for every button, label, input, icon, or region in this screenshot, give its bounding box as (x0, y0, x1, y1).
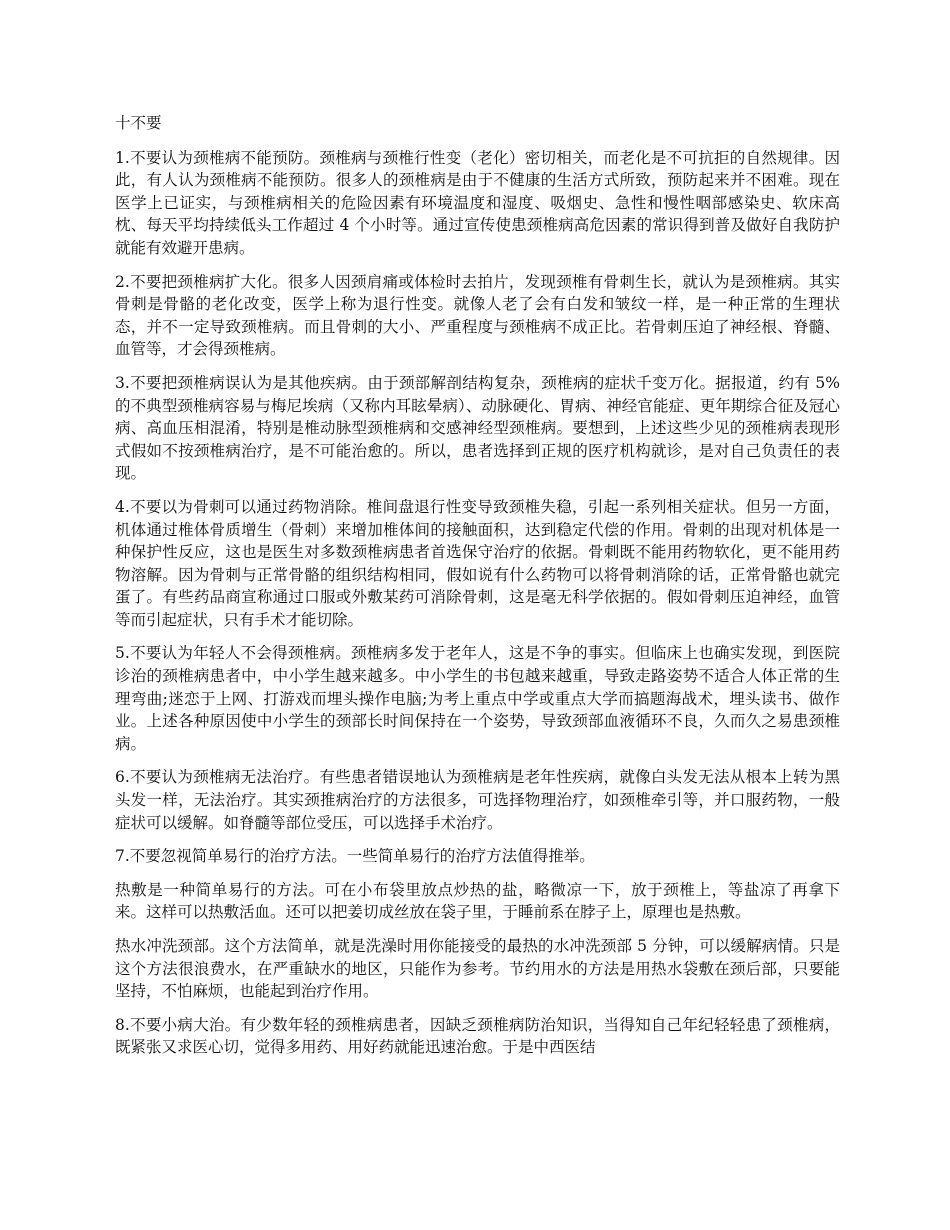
paragraph-hot-compress: 热敷是一种简单易行的方法。可在小布袋里放点炒热的盐，略微凉一下，放于颈椎上，等盐凉了再拿下来。这样可以热敷活血。还可以把姜切成丝放在袋子里，于睡前系在脖子上，原理也是热敷。 (115, 880, 840, 922)
document-body (115, 112, 840, 1070)
paragraph-7: 7.不要忽视简单易行的治疗方法。一些简单易行的治疗方法值得推举。 (115, 847, 595, 866)
paragraph-4: 4.不要以为骨刺可以通过药物消除。椎间盘退行性变导致颈椎失稳，引起一系列相关症状。但另一方面，机体通过椎体骨质增生（骨刺）来增加椎体间的接触面积，达到稳定代偿的作用。骨刺的出现对机体是一种保护性反应，这也是医生对多数颈椎病患者首选保守治疗的依据。骨刺既不能用药物软化，更不能用药物溶解。因为骨刺与正常骨骼的组织结构相同，假如说有什么药物可以将骨刺消除的话，正常骨骼也就完蛋了。有些药品商宣称通过口服或外敷某药可消除骨刺，这是毫无科学依据的。假如骨刺压迫神经，血管等而引起症状，只有手术才能切除。 (115, 497, 840, 629)
paragraph-hot-water: 热水冲洗颈部。这个方法简单，就是洗澡时用你能接受的最热的水冲洗颈部 5 分钟，可以缓解病情。只是这个方法很浪费水，在严重缺水的地区，只能作为参考。节约用水的方法是用热水袋敷在颈后部，只要能坚持，不怕麻烦，也能起到治疗作用。 (115, 937, 840, 1001)
paragraph-6: 6.不要认为颈椎病无法治疗。有些患者错误地认为颈椎病是老年性疾病，就像白头发无法从根本上转为黑头发一样，无法治疗。其实颈推病治疗的方法很多，可选择物理治疗，如颈椎牵引等，并口服药物，一般症状可以缓解。如脊髓等部位受压，可以选择手术治疗。 (115, 768, 840, 832)
paragraph-5: 5.不要认为年轻人不会得颈椎病。颈椎病多发于老年人，这是不争的事实。但临床上也确实发现，到医院诊治的颈椎病患者中，中小学生越来越多。中小学生的书包越来越重，导致走路姿势不适合人体正常的生理弯曲;迷恋于上网、打游戏而埋头操作电脑;为考上重点中学或重点大学而搞题海战术，埋头读书、做作业。上述各种原因使中小学生的颈部长时间保持在一个姿势，导致颈部血液循环不良，久而久之易患颈椎病。 (115, 644, 840, 753)
paragraph-8: 8.不要小病大治。有少数年轻的颈椎病患者，因缺乏颈椎病防治知识，当得知自己年纪轻轻患了颈椎病，既紧张又求医心切，觉得多用药、用好药就能迅速治愈。于是中西医结 (115, 1015, 840, 1057)
paragraph-2: 2.不要把颈椎病扩大化。很多人因颈肩痛或体检时去拍片，发现颈椎有骨刺生长，就认为是颈椎病。其实骨刺是骨骼的老化改变，医学上称为退行性变。就像人老了会有白发和皱纹一样，是一种正常的生理状态，并不一定导致颈椎病。而且骨刺的大小、严重程度与颈椎病不成正比。若骨刺压迫了神经根、脊髓、血管等，才会得颈椎病。 (115, 272, 840, 359)
document-title: 十不要 (115, 114, 162, 132)
paragraph-3: 3.不要把颈椎病误认为是其他疾病。由于颈部解剖结构复杂，颈椎病的症状千变万化。据报道，约有 5%的不典型颈椎病容易与梅尼埃病（又称内耳眩晕病）、动脉硬化、胃病、神经官能症、更年期综合征及冠心病、高血压相混淆，特别是椎动脉型颈椎病和交感神经型颈椎病。要想到，上述这些少见的颈椎病表现形式假如不按颈椎病治疗，是不可能治愈的。所以，患者选择到正规的医疗机构就诊，是对自己负责任的表现。 (115, 373, 840, 483)
paragraph-1: 1.不要认为颈椎病不能预防。颈椎病与颈椎行性变（老化）密切相关，而老化是不可抗拒的自然规律。因此，有人认为颈椎病不能预防。很多人的颈椎病是由于不健康的生活方式所致，预防起来并不困难。现在医学上已证实，与颈椎病相关的危险因素有环境温度和湿度、吸烟史、急性和慢性咽部感染史、软床高枕、每天平均持续低头工作超过 4 个小时等。通过宣传使患颈椎病高危因素的常识得到普及做好自我防护就能有效避开患病。 (115, 148, 840, 257)
